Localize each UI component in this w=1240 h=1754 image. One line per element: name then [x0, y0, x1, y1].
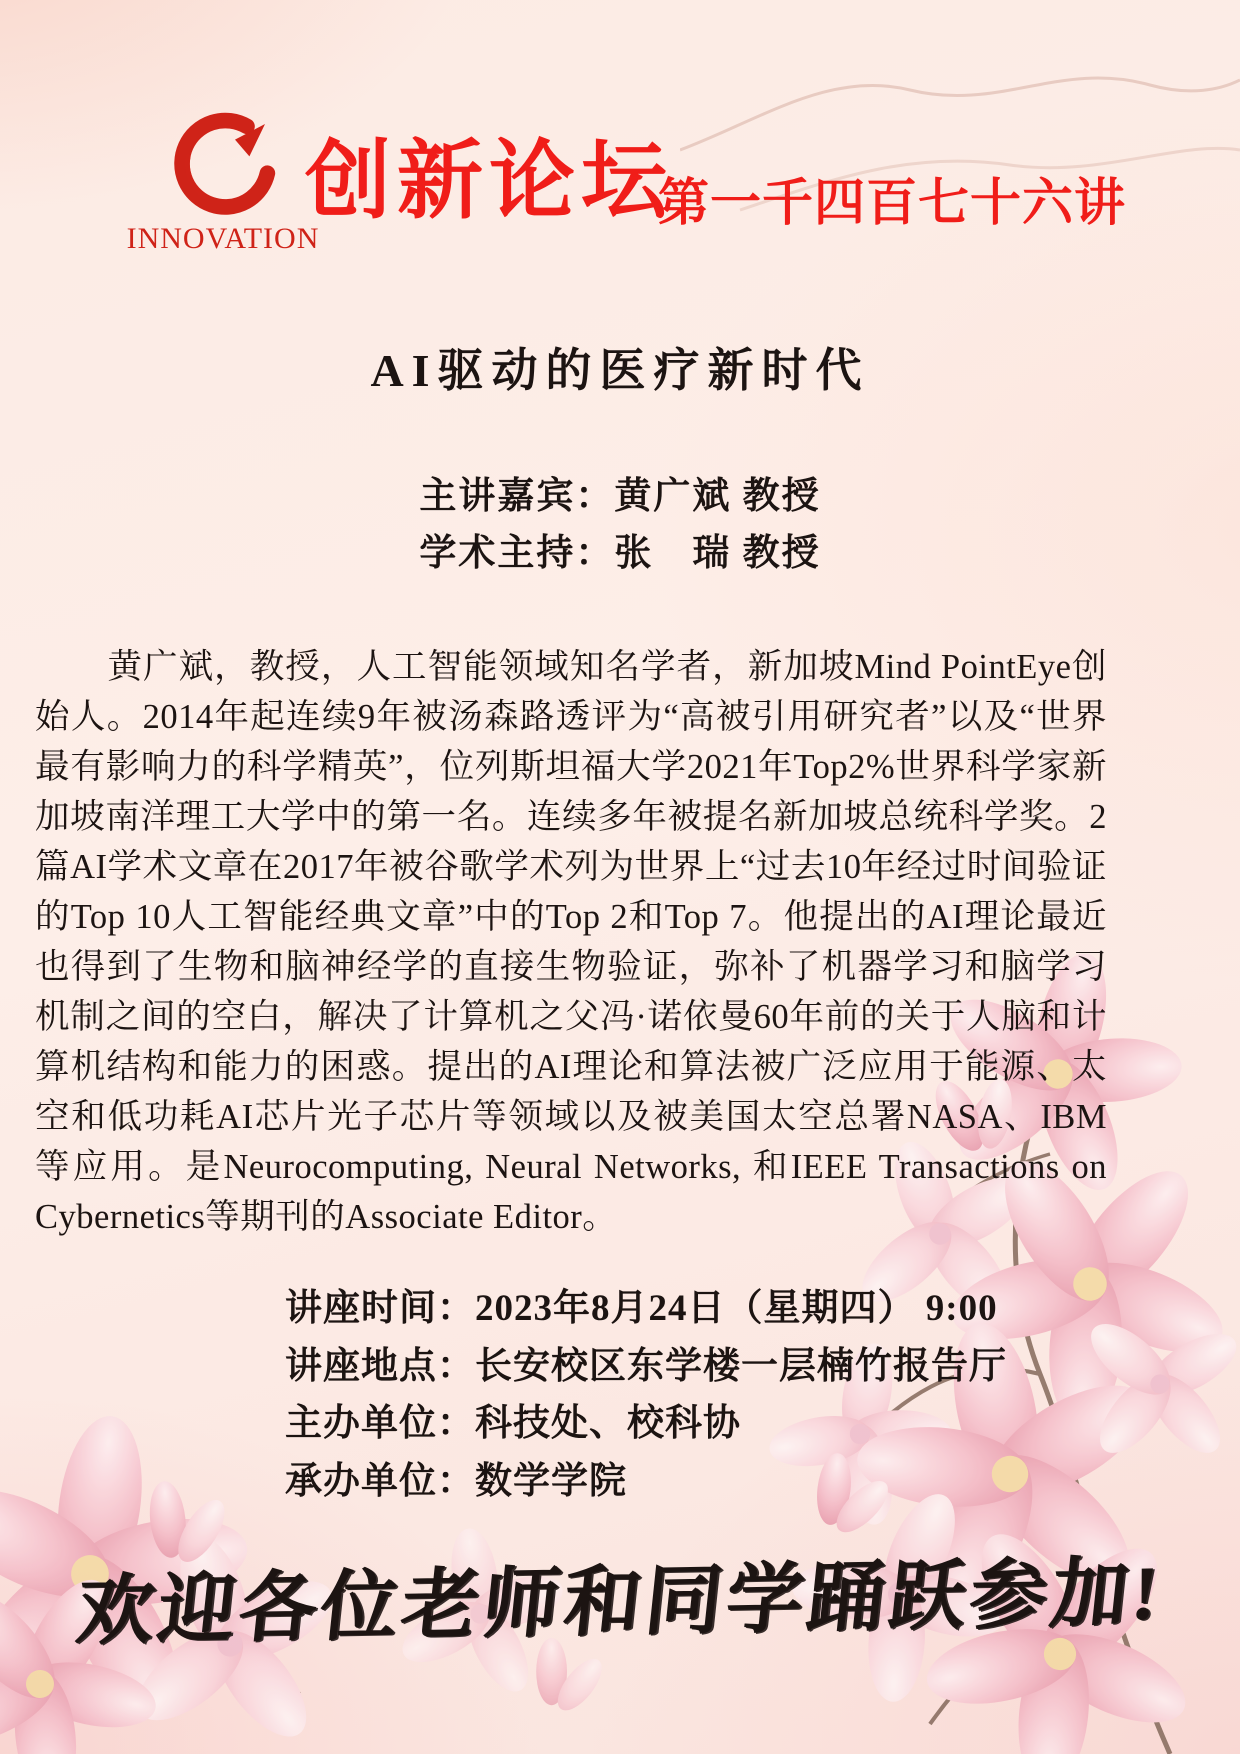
talk-title: AI驱动的医疗新时代 [370, 345, 870, 396]
innovation-logo-icon [163, 100, 283, 220]
forum-title: 创新论坛 [305, 133, 673, 229]
speaker-biography: 黄广斌，教授，人工智能领域知名学者，新加坡Mind PointEye创始人。2014年起连续9年被汤森路透评为“高被引用研究者”以及“世界最有影响力的科学精英”，位列斯坦福大学2021年Top2%世界科学家新加坡南洋理工大学中的第一名。连续多年被提名新加坡总统科学奖。2篇AI学术文章在2017年被谷歌学术列为世界上“过去10年经过时间验证的Top 10人工智能经典文章”中的Top 2和Top 7。他提出的AI理论最近也得到了生物和脑神经学的直接生物验证，弥补了机器学习和脑学习机制之间的空白，解决了计算机之父冯·诺依曼60年前的关于人脑和计算机结构和能力的困惑。提出的AI理论和算法被广泛应用于能源、太空和低功耗AI芯片光子芯片等领域以及被美国太空总署NASA、IBM等应用。是Neurocomputing, Neural Networks, 和IEEE Transactions on Cybernetics等期刊的Associate Editor。 [35, 648, 1107, 1237]
logo-text: INNOVATION [126, 222, 320, 255]
poster-header [0, 0, 1240, 315]
detail-organizer: 主办单位：科技处、校科协 [285, 1403, 741, 1445]
lecture-number-badge: 第一千四百七十六讲 [658, 174, 1127, 231]
welcome-message: 欢迎各位老师和同学踊跃参加! [72, 1549, 1167, 1655]
detail-location: 讲座地点：长安校区东学楼一层楠竹报告厅 [285, 1345, 1007, 1387]
detail-undertaker: 承办单位：数学学院 [285, 1460, 627, 1502]
lecture-details [285, 1280, 1240, 1510]
logo [118, 100, 328, 256]
detail-time: 讲座时间：2023年8月24日（星期四） 9:00 [285, 1288, 998, 1330]
people-block [0, 468, 1240, 582]
speaker-line: 主讲嘉宾：黄广斌 教授 [419, 476, 821, 518]
host-line: 学术主持：张 瑞 教授 [419, 533, 821, 575]
